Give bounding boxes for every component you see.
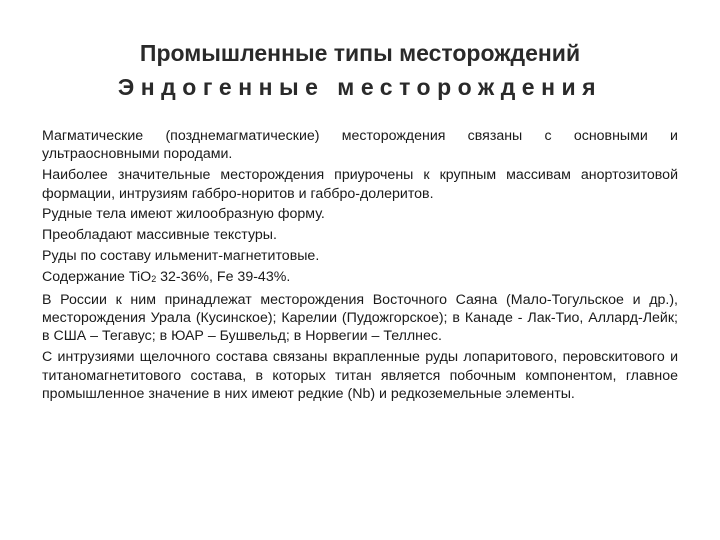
paragraph-textures: Преобладают массивные текстуры. xyxy=(42,227,277,244)
paragraph-content xyxy=(42,268,678,288)
content-subscript: 2 xyxy=(151,273,157,284)
paragraph-composition: Руды по составу ильменит-магнетитовые. xyxy=(42,248,320,264)
paragraph-ore-bodies: Рудные тела имеют жилообразную форму. xyxy=(42,206,325,223)
title-subtitle: Эндогенные месторождения xyxy=(117,74,603,100)
paragraph-magmatic: Магматические (позднемагматические) месторождения связаны с основными и ультраосновными породами. xyxy=(42,128,678,163)
content-suffix: 32-36%, Fe 39-43%. xyxy=(156,268,291,285)
paragraph-alkaline: С интрузиями щелочного состава связаны вкрапленные руды лопаритового, перовскитового и титаномагнетитового состава, в которых титан является побочным компонентом, главное промышленное значение в них имеют редкие (Nb) и редкоземельные элементы. xyxy=(42,349,678,403)
title-main: Промышленные типы месторождений xyxy=(139,40,581,66)
slide-title xyxy=(0,38,720,104)
paragraph-locations: В России к ним принадлежат месторождения Восточного Саяна (Мало-Тогульское и др.), месторождения Урала (Кусинское); Карелии (Пудожгорское); в Канаде - Лак-Тио, Аллард-Лейк; в США – Тегавус; в ЮАР – Бушвельд; в Норвегии – Теллнес. xyxy=(42,291,678,345)
paragraph-deposits: Наиболее значительные месторождения приурочены к крупным массивам анортозитовой формации, интрузиям габбро-норитов и габбро-долеритов. xyxy=(42,167,678,202)
body-text xyxy=(42,127,678,406)
content-prefix: Содержание TiO xyxy=(42,268,152,285)
